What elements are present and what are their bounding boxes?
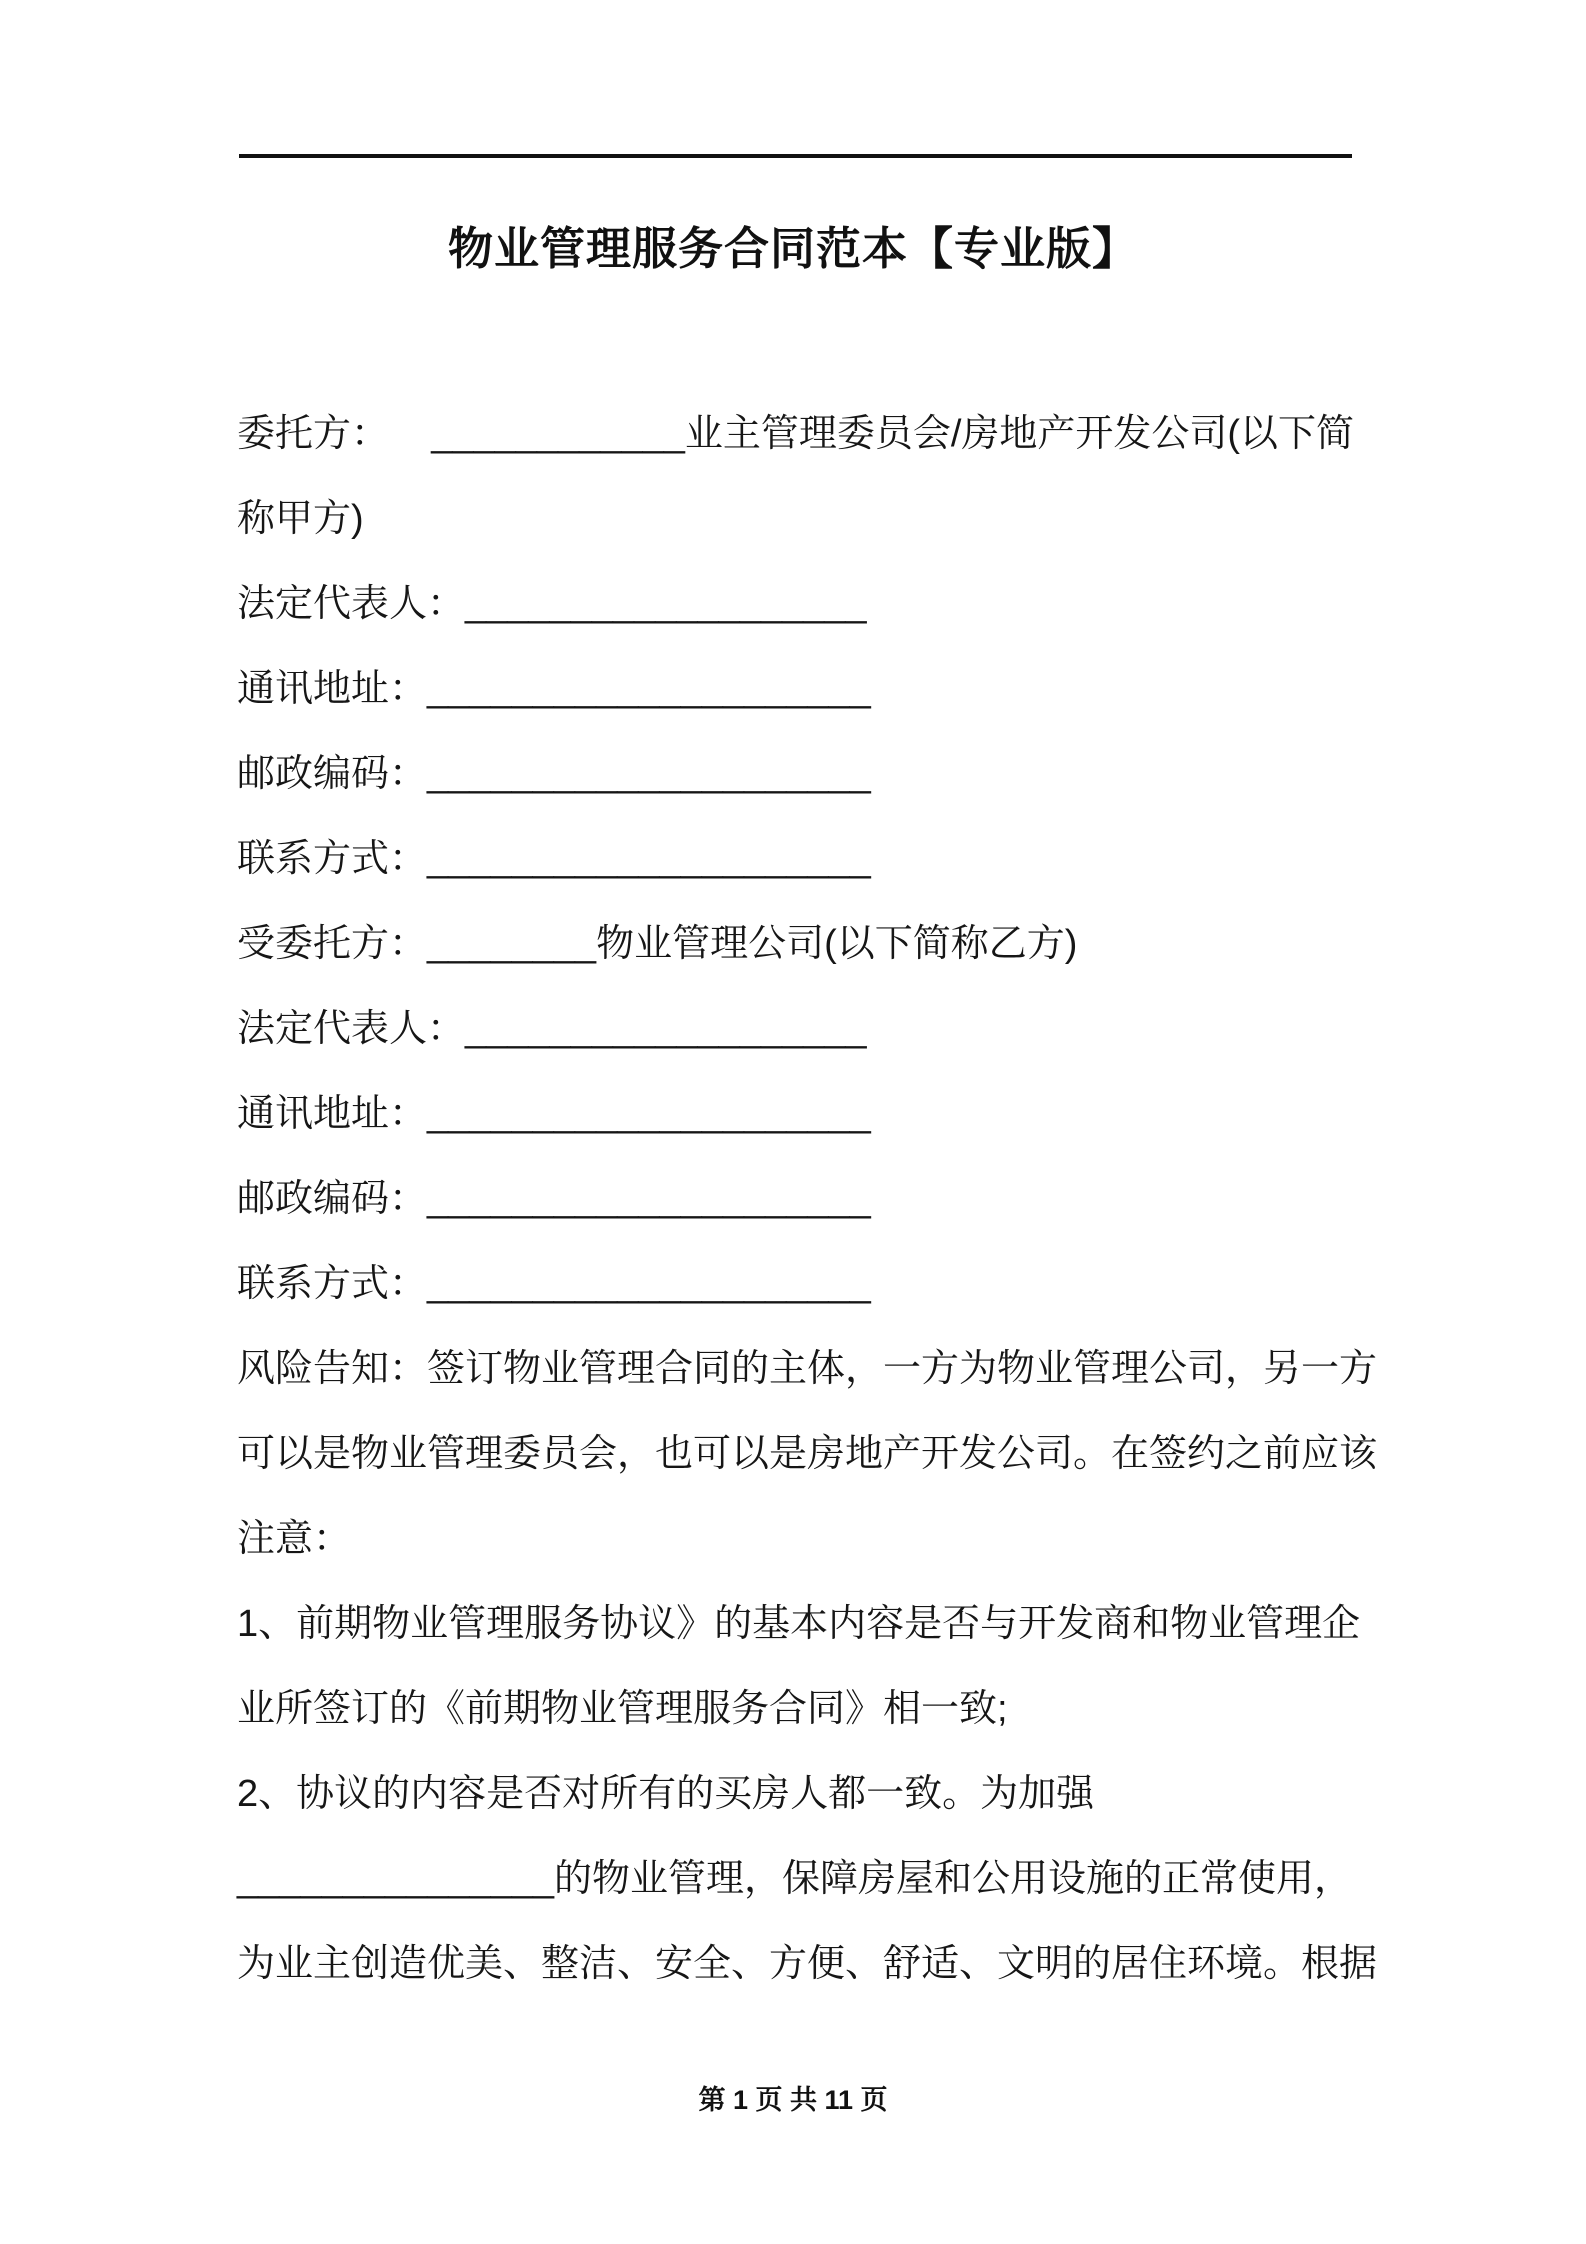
line-purpose-clause-1: _______________的物业管理，保障房屋和公用设施的正常使用， (237, 1858, 1353, 1900)
line-postcode-b: 邮政编码：_____________________ (237, 1178, 871, 1220)
line-address-a: 通讯地址：_____________________ (237, 668, 871, 710)
line-address-b: 通讯地址：_____________________ (237, 1093, 871, 1135)
line-purpose-clause-2: 为业主创造优美、整洁、安全、方便、舒适、文明的居住环境。根据 (237, 1943, 1378, 1985)
line-risk-notice-1: 风险告知：签订物业管理合同的主体，一方为物业管理公司，另一方 (237, 1348, 1378, 1390)
line-contact-a: 联系方式：_____________________ (237, 838, 871, 880)
header-separator-line (239, 154, 1352, 158)
line-client-party: 委托方： ____________业主管理委员会/房地产开发公司(以下简 (237, 413, 1355, 455)
line-item-1-part-2: 业所签订的《前期物业管理服务合同》相一致; (237, 1688, 1008, 1730)
line-legal-rep-b: 法定代表人：___________________ (237, 1008, 867, 1050)
page-number-footer: 第 1 页 共 11 页 (698, 2085, 888, 2115)
line-postcode-a: 邮政编码：_____________________ (237, 753, 871, 795)
document-body (237, 392, 1397, 2007)
line-client-party-cont: 称甲方) (237, 498, 364, 540)
line-trustee-party: 受委托方：________物业管理公司(以下简称乙方) (237, 923, 1078, 965)
line-legal-rep-a: 法定代表人：___________________ (237, 583, 867, 625)
line-contact-b: 联系方式：_____________________ (237, 1263, 871, 1305)
line-item-1-part-1: 1、前期物业管理服务协议》的基本内容是否与开发商和物业管理企 (237, 1603, 1361, 1645)
line-risk-notice-3: 注意： (237, 1518, 352, 1560)
document-title: 物业管理服务合同范本【专业版】 (447, 223, 1138, 274)
line-risk-notice-2: 可以是物业管理委员会，也可以是房地产开发公司。在签约之前应该 (237, 1433, 1378, 1475)
line-item-2: 2、协议的内容是否对所有的买房人都一致。为加强 (237, 1773, 1095, 1815)
